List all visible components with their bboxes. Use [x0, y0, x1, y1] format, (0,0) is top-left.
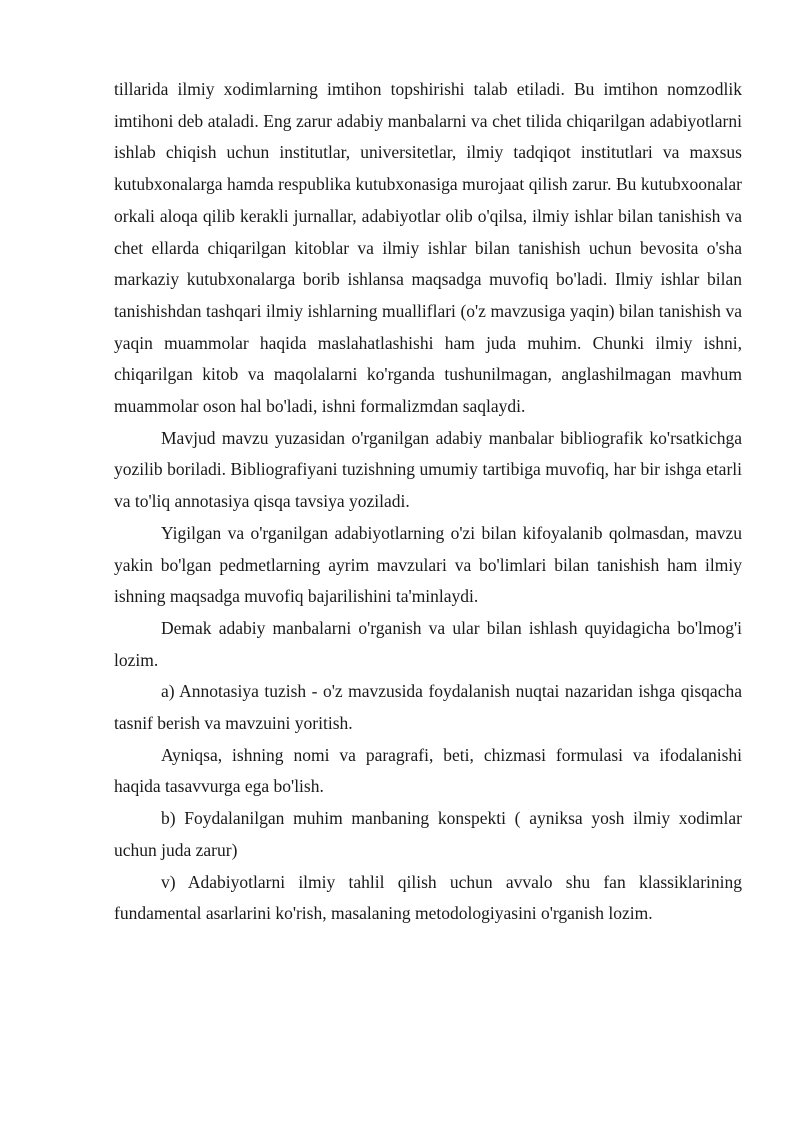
paragraph-especially: Ayniqsa, ishning nomi va paragrafi, beti, chizmasi formulasi va ifodalanishi haqida tasavvurga ega bo'lish.	[114, 744, 742, 797]
document-page	[114, 74, 742, 930]
paragraph-bibliography: Mavjud mavzu yuzasidan o'rganilgan adabiy manbalar bibliografik ko'rsatkichga yozilib boriladi. Bibliografiyani tuzishning umumiy tartibiga muvofiq, har bir ishga etarli va to'liq annotasiya qisqa tavsiya yoziladi.	[114, 427, 742, 512]
paragraph-summary: Demak adabiy manbalarni o'rganish va ular bilan ishlash quyidagicha bo'lmog'i lozim.	[114, 617, 742, 670]
paragraph-continuation: tillarida ilmiy xodimlarning imtihon topshirishi talab etiladi. Bu imtihon nomzodlik imtihoni deb ataladi. Eng zarur adabiy manbalarni va chet tilida chiqarilgan adabiyotlarni ishlab chiqish uchun institutlar, universitetlar, ilmiy tadqiqot institutlari va maxsus kutubxonalarga hamda respublika kutubxonasiga murojaat qilish zarur. Bu kutubxoonalar orkali aloqa qilib kerakli jurnallar, adabiyotlar olib o'qilsa, ilmiy ishlar bilan tanishish va chet ellarda chiqarilgan kitoblar va ilmiy ishlar bilan tanishish uchun bevosita o'sha markaziy kutubxonalarga borib ishlansa maqsadga muvofiq bo'ladi. Ilmiy ishlar bilan tanishishdan tashqari ilmiy ishlarning mualliflari (o'z mavzusiga yaqin) bilan tanishish va yaqin muammolar haqida maslahatlashishi ham juda muhim. Chunki ilmiy ishni, chiqarilgan kitob va maqolalarni ko'rganda tushunilmagan, anglashilmagan mavhum muammolar oson hal bo'ladi, ishni formalizmdan saqlaydi.	[114, 79, 742, 417]
paragraph-related-subjects: Yigilgan va o'rganilgan adabiyotlarning o'zi bilan kifoyalanib qolmasdan, mavzu yakin bo'lgan pedmetlarning ayrim mavzulari va bo'limlari bilan tanishish ham ilmiy ishning maqsadga muvofiq bajarilishini ta'minlaydi.	[114, 522, 742, 607]
list-item-b: b) Foydalanilgan muhim manbaning konspekti ( ayniksa yosh ilmiy xodimlar uchun juda zarur)	[114, 808, 742, 860]
list-item-a: a) Annotasiya tuzish - o'z mavzusida foydalanish nuqtai nazaridan ishga qisqacha tasnif berish va mavzuini yoritish.	[114, 681, 742, 734]
list-item-v: v) Adabiyotlarni ilmiy tahlil qilish uchun avvalo shu fan klassiklarining fundamental asarlarini ko'rish, masalaning metodologiyasini o'rganish lozim.	[114, 871, 742, 924]
